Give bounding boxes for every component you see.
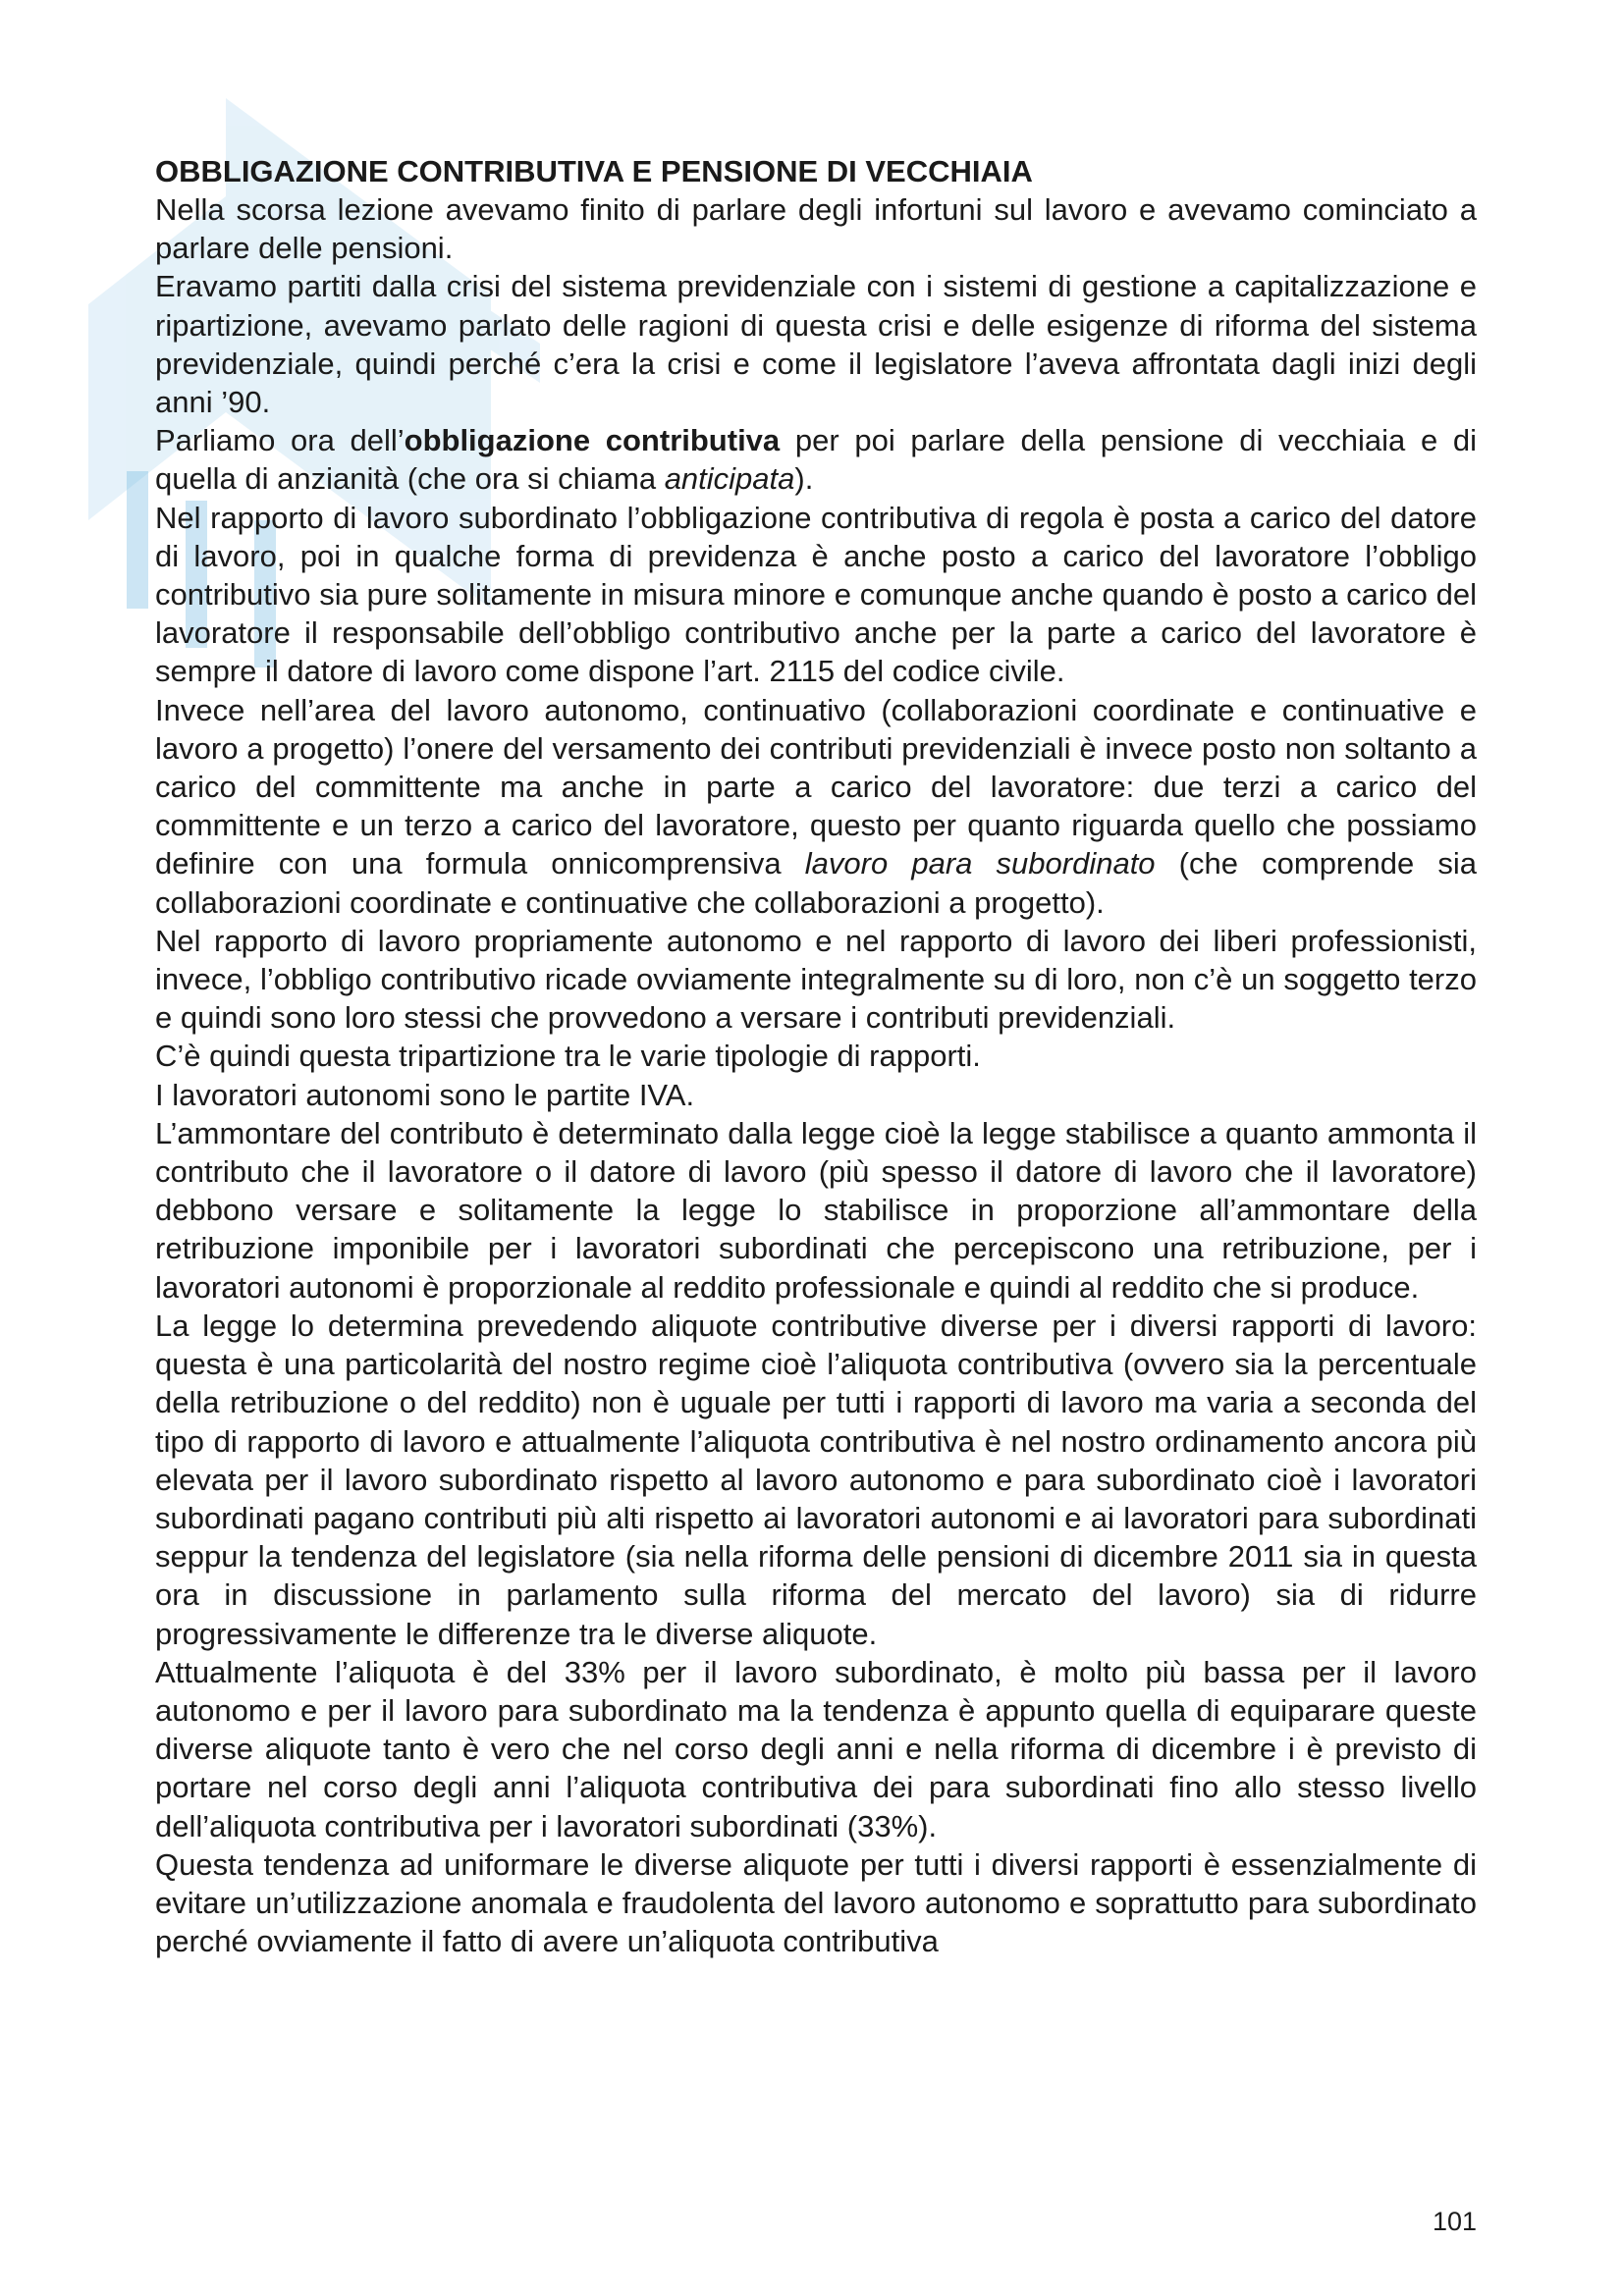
text-segment: Questa tendenza ad uniformare le diverse aliquote per tutti i diversi rapporti è essenzialmente di evitare un’utilizzazione anomala e fraudolenta del lavoro autonomo e soprattutto para subordinato perché ovviamente il fatto di avere un’aliquota contributiva bbox=[155, 1846, 1477, 1959]
paragraph bbox=[155, 499, 1477, 691]
text-segment: Parliamo ora dell’ bbox=[155, 423, 405, 458]
paragraph bbox=[155, 922, 1477, 1038]
page-number: 101 bbox=[1432, 2207, 1477, 2236]
text-segment: I lavoratori autonomi sono le partite IVA. bbox=[155, 1077, 695, 1112]
text-segment: Attualmente l’aliquota è del 33% per il lavoro subordinato, è molto più bassa per il lavoro autonomo e per il lavoro para subordinato ma la tendenza è appunto quella di equiparare queste diverse aliquote tanto è vero che nel corso degli anni e nella riforma di dicembre i è previsto di portare nel corso degli anni l’aliquota contributiva dei para subordinati fino allo stesso livello dell’aliquota contributiva per i lavoratori subordinati (33%). bbox=[155, 1654, 1477, 1843]
paragraph bbox=[155, 190, 1477, 267]
paragraph bbox=[155, 421, 1477, 498]
bold-text: obbligazione contributiva bbox=[404, 423, 781, 458]
text-segment: L’ammontare del contributo è determinato dalla legge cioè la legge stabilisce a quanto ammonta il contributo che il lavoratore o il datore di lavoro (più spesso il datore di lavoro che il lavoratore) debbono versare e solitamente la legge lo stabilisce in proporzione all’ammontare della retribuzione imponibile per i lavoratori subordinati che percepiscono una retribuzione, per i lavoratori autonomi è proporzionale al reddito professionale e quindi al reddito che si produce. bbox=[155, 1115, 1477, 1305]
text-segment: per poi parlare della pensione di vecchiaia e di quella di anzianità (che ora si chiama bbox=[155, 423, 1478, 497]
paragraph bbox=[155, 1845, 1477, 1961]
page-content bbox=[155, 152, 1477, 1960]
paragraph bbox=[155, 267, 1477, 421]
text-segment: ). bbox=[794, 461, 814, 497]
paragraph bbox=[155, 1037, 1477, 1075]
italic-text: anticipata bbox=[664, 461, 795, 497]
text-segment: Invece nell’area del lavoro autonomo, continuativo (collaborazioni coordinate e continuative e lavoro a progetto) l’onere del versamento dei contributi previdenziali è invece posto non soltanto a carico del committente ma anche in parte a carico del lavoratore: due terzi a carico del committente e un terzo a carico del lavoratore, questo per quanto riguarda quello che possiamo definire con una formula onnicomprensiva bbox=[155, 692, 1477, 881]
paragraph bbox=[155, 691, 1477, 922]
paragraphs bbox=[155, 190, 1477, 1960]
italic-text: lavoro para subordinato bbox=[804, 846, 1156, 881]
paragraph bbox=[155, 1076, 1477, 1114]
text-segment: (che comprende sia collaborazioni coordinate e continuative che collaborazioni a progetto). bbox=[155, 846, 1477, 920]
document-title: OBBLIGAZIONE CONTRIBUTIVA E PENSIONE DI VECCHIAIA bbox=[155, 154, 1033, 188]
text-segment: Nella scorsa lezione avevamo finito di parlare degli infortuni sul lavoro e avevamo cominciato a parlare delle pensioni. bbox=[155, 192, 1477, 266]
text-segment: Eravamo partiti dalla crisi del sistema previdenziale con i sistemi di gestione a capitalizzazione e ripartizione, avevamo parlato delle ragioni di questa crisi e delle esigenze di riforma del sistema previdenziale, quindi perché c’era la crisi e come il legislatore l’aveva affrontata dagli inizi degli anni ’90. bbox=[155, 269, 1477, 420]
text-segment: La legge lo determina prevedendo aliquote contributive diverse per i diversi rapporti di lavoro: questa è una particolarità del nostro regime cioè l’aliquota contributiva (ovvero sia la percentuale della retribuzione o del reddito) non è uguale per tutti i rapporti di lavoro ma varia a seconda del tipo di rapporto di lavoro e attualmente l’aliquota contributiva è nel nostro ordinamento ancora più elevata per il lavoro subordinato rispetto al lavoro autonomo e para subordinato cioè i lavoratori subordinati pagano contributi più alti rispetto ai lavoratori autonomi e ai lavoratori para subordinati seppur la tendenza del legislatore (sia nella riforma delle pensioni di dicembre 2011 sia in questa ora in discussione in parlamento sulla riforma del mercato del lavoro) sia di ridurre progressivamente le differenze tra le diverse aliquote. bbox=[155, 1308, 1477, 1651]
paragraph bbox=[155, 1114, 1477, 1307]
text-segment: Nel rapporto di lavoro propriamente autonomo e nel rapporto di lavoro dei liberi professionisti, invece, l’obbligo contributivo ricade ovviamente integralmente su di loro, non c’è un soggetto terzo e quindi sono loro stessi che provvedono a versare i contributi previdenziali. bbox=[155, 923, 1477, 1036]
paragraph bbox=[155, 1307, 1477, 1653]
paragraph bbox=[155, 1653, 1477, 1845]
text-segment: Nel rapporto di lavoro subordinato l’obbligazione contributiva di regola è posta a carico del datore di lavoro, poi in qualche forma di previdenza è anche posto a carico del lavoratore l’obbligo contributivo sia pure solitamente in misura minore e comunque anche quando è posto a carico del lavoratore il responsabile dell’obbligo contributivo anche per la parte a carico del lavoratore è sempre il datore di lavoro come dispone l’art. 2115 del codice civile. bbox=[155, 500, 1477, 689]
text-segment: C’è quindi questa tripartizione tra le varie tipologie di rapporti. bbox=[155, 1039, 981, 1074]
